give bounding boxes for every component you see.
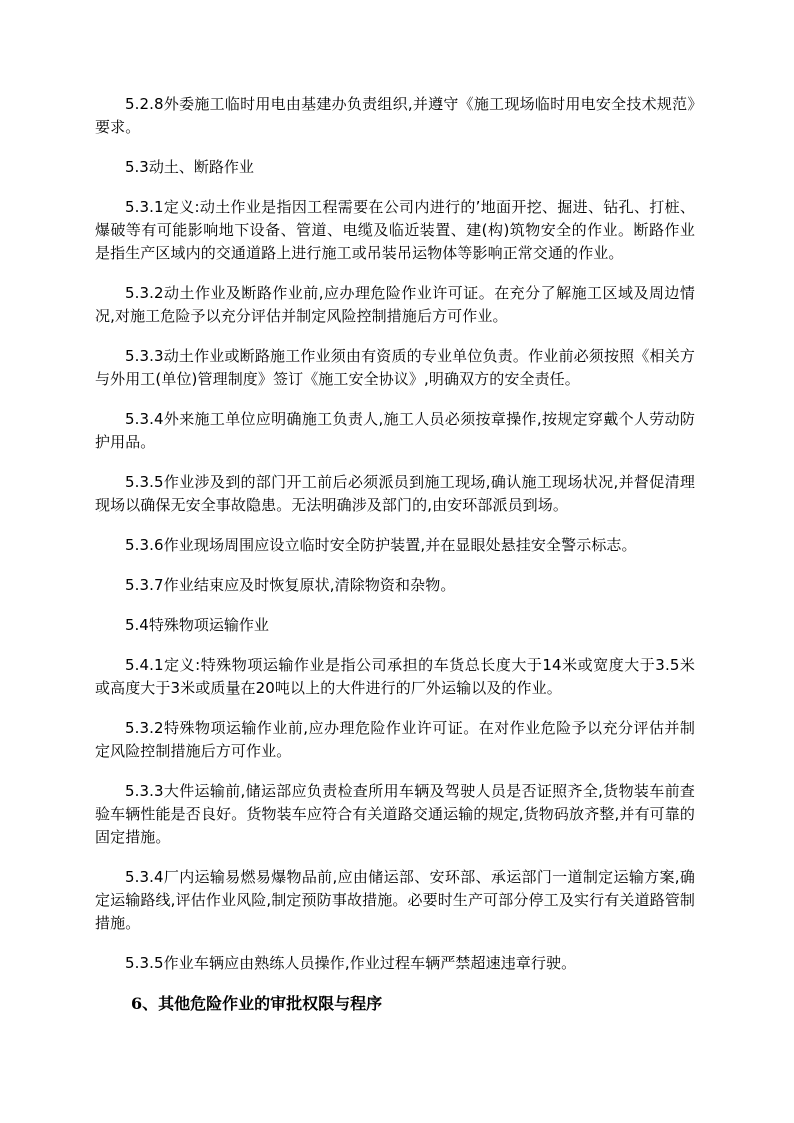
paragraph-5-4-3: 5.3.3大件运输前,储运部应负责检查所用车辆及驾驶人员是否证照齐全,货物装车前查验车辆性能是否良好。货物装车应符合有关道路交通运输的规定,货物码放齐整,并有可靠的固定措施。 <box>95 782 695 846</box>
paragraph-5-3-3: 5.3.3动土作业或断路施工作业须由有资质的专业单位负责。作业前必须按照《相关方与外用工(单位)管理制度》签订《施工安全协议》,明确双方的安全责任。 <box>95 347 695 388</box>
paragraph-5-3-7: 5.3.7作业结束应及时恢复原状,清除物资和杂物。 <box>125 576 456 594</box>
section-heading-5-4: 5.4特殊物项运输作业 <box>125 616 269 634</box>
paragraph-5-4-1: 5.4.1定义:特殊物项运输作业是指公司承担的车货总长度大于14米或宽度大于3.5米或高度大于3米或质量在20吨以上的大件进行的厂外运输以及的作业。 <box>95 656 695 697</box>
paragraph-5-2-8: 5.2.8外委施工临时用电由基建办负责组织,并遵守《施工现场临时用电安全技术规范》要求。 <box>95 95 695 136</box>
paragraph-5-4-2: 5.3.2特殊物项运输作业前,应办理危险作业许可证。在对作业危险予以充分评估并制定风险控制措施后方可作业。 <box>95 719 695 760</box>
chapter-heading-6: 6、其他危险作业的审批权限与程序 <box>131 994 383 1013</box>
paragraph-5-3-1: 5.3.1定义:动土作业是指因工程需要在公司内进行的’地面开挖、掘进、钻孔、打桩、爆破等有可能影响地下设备、管道、电缆及临近装置、建(构)筑物安全的作业。断路作业是指生产区域内的交通道路上进行施工或吊装吊运物体等影响正常交通的作业。 <box>95 198 695 262</box>
paragraph-5-3-4: 5.3.4外来施工单位应明确施工负责人,施工人员必须按章操作,按规定穿戴个人劳动防护用品。 <box>95 410 695 451</box>
paragraph-5-3-5: 5.3.5作业涉及到的部门开工前后必须派员到施工现场,确认施工现场状况,并督促清理现场以确保无安全事故隐患。无法明确涉及部门的,由安环部派员到场。 <box>95 473 695 514</box>
section-heading-5-3: 5.3动土、断路作业 <box>125 158 254 176</box>
paragraph-5-3-6: 5.3.6作业现场周围应设立临时安全防护装置,并在显眼处悬挂安全警示标志。 <box>125 536 637 554</box>
paragraph-5-4-4: 5.3.4厂内运输易燃易爆物品前,应由储运部、安环部、承运部门一道制定运输方案,确定运输路线,评估作业风险,制定预防事故措施。必要时生产可部分停工及实行有关道路管制措施。 <box>95 868 695 932</box>
paragraph-5-3-2: 5.3.2动土作业及断路作业前,应办理危险作业许可证。在充分了解施工区域及周边情况,对施工危险予以充分评估并制定风险控制措施后方可作业。 <box>95 284 695 325</box>
paragraph-5-4-5: 5.3.5作业车辆应由熟练人员操作,作业过程车辆严禁超速违章行驶。 <box>125 954 577 972</box>
document-page <box>95 93 695 1015</box>
